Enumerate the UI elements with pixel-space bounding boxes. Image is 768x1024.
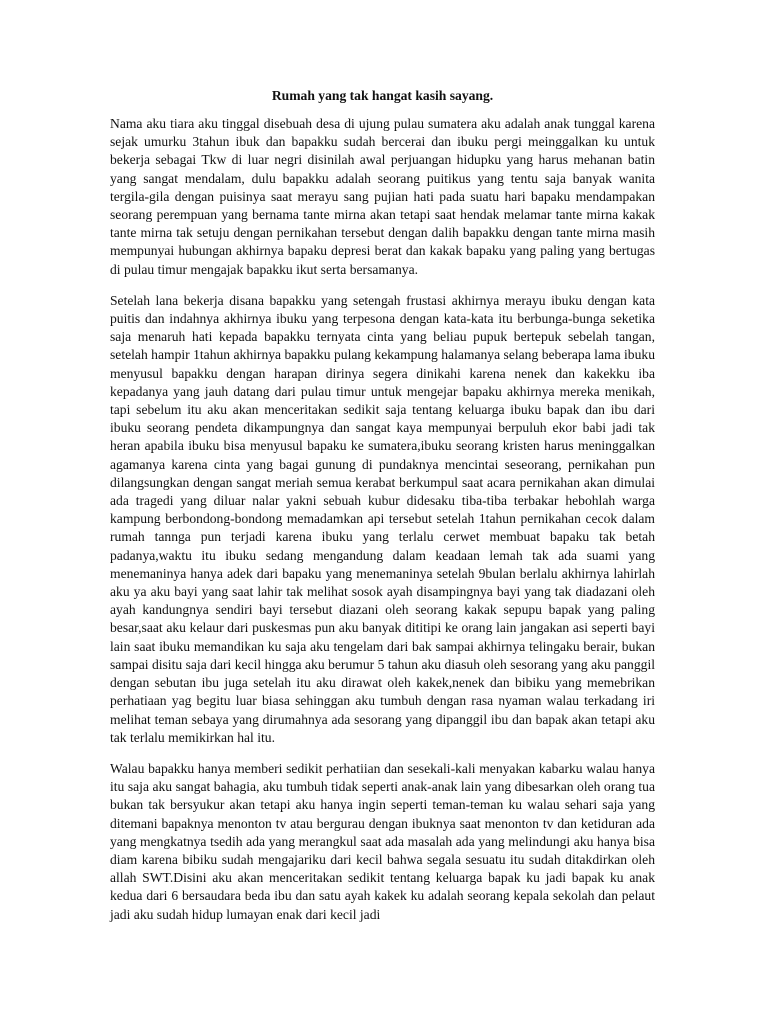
document-body [110, 87, 655, 937]
paragraph-2: Setelah lana bekerja disana bapakku yang setengah frustasi akhirnya merayu ibuku dengan kata puitis dan indahnya akhirnya ibuku yang terpesona dengan kata-kata itu berbunga-bunga seketika saja menaruh hati kepada bapakku ternyata cinta yang beliau pupuk bertepuk sebelah tangan, setelah hampir 1tahun akhirnya bapakku pulang kekampung halamanya selang beberapa lama ibuku menyusul bapakku dengan harapan dirinya segera dinikahi karena nenek dan kakekku iba kepadanya yang jauh datang dari pulau timur untuk mengejar bapaku akhirnya mereka menikah, tapi sebelum itu aku akan menceritakan sedikit saja tentang keluarga ibuku bapak dan ibu dari ibuku seorang pendeta dikampungnya dan sangat kaya mempunyai berpuluh ekor babi jadi tak heran apabila ibuku bisa menyusul bapaku ke sumatera,ibuku seorang kristen harus meninggalkan agamanya karena cinta yang bagai gunung di pundaknya mencintai seseorang, pernikahan pun dilangsungkan dengan sangat meriah semua kerabat berkumpul saat acara pernikahan akan dimulai ada tragedi yang diluar nalar yakni sebuah kubur didesaku tiba-tiba terbakar hebohlah warga kampung berbondong-bondong memadamkan api tersebut setelah 1tahun pernikahan cecok dalam rumah tannga pun terjadi karena ibuku yang terlalu cerwet membuat bapaku tak betah padanya,waktu itu ibuku sedang mengandung dalam keadaan lemah tak ada suami yang menemaninya hanya adek dari bapaku yang menemaninya setelah 9bulan berlalu akhirnya lahirlah aku ya aku bayi yang saat lahir tak melihat sosok ayah disampingnya bayi yang tak diadazani oleh ayah kandungnya sendiri bayi tersebut diazani oleh seorang kakak sepupu bapak yang paling besar,saat aku kelaur dari puskesmas pun aku banyak dititipi ke orang lain jangakan asi seperti bayi lain saat ibuku memandikan ku saja aku tengelam dari bak sampai akhirnya telingaku berair, bukan sampai disitu saja dari kecil hingga aku berumur 5 tahun aku diasuh oleh sesorang yang aku panggil dengan sebutan ibu juga setelah itu aku dirawat oleh kakek,nenek dan bibiku yang memebrikan perhatiaan yag begitu luar biasa sehinggan aku tumbuh dengan rasa nyaman walau terkadang iri melihat teman sebaya yang dirumahnya ada sesorang yang dipanggil ibu dan bapak akan tetapi aku tak terlalu memikirkan hal itu. [110, 292, 655, 745]
document-title: Rumah yang tak hangat kasih sayang. [271, 88, 494, 103]
paragraph-3: Walau bapakku hanya memberi sedikit perhatiian dan sesekali-kali menyakan kabarku walau hanya itu saja aku sangat bahagia, aku tumbuh tidak seperti anak-anak lain yang dibesarkan oleh orang tua bukan tak bersyukur akan tetapi aku hanya ingin seperti teman-teman ku walau sehari saja yang ditemani bapaknya menonton tv atau bergurau dengan ibuknya saat menonton tv dan ketiduran ada yang mengkatnya tsedih ada yang merangkul saat ada masalah ada yang melindungi aku hanya bisa diam karena bibiku sudah mengajariku dari kecil bahwa segala sesuatu itu sudah ditakdirkan oleh allah SWT.Disini aku akan menceritakan sedikit tentang keluarga bapak ku jadi bapak ku anak kedua dari 6 bersaudara beda ibu dan satu ayah kakek ku adalah seorang kepala sekolah dan pelaut jadi aku sudah hidup lumayan enak dari kecil jadi [110, 760, 655, 922]
paragraph-1: Nama aku tiara aku tinggal disebuah desa di ujung pulau sumatera aku adalah anak tunggal karena sejak umurku 3tahun ibuk dan bapakku sudah bercerai dan ibuku pergi meinggalkan ku untuk bekerja sebagai Tkw di luar negri disinilah awal perjuangan hidupku yang harus mehanan batin yang sangat mendalam, dulu bapakku adalah seorang puitikus yang tentu saja banyak wanita tergila-gila dengan puisinya saat merayu sang pujian hati pada suatu hari bapaku mendampakan seorang perempuan yang bernama tante mirna akan tetapi saat hendak melamar tante mirna kakak tante mirna tak setuju dengan pernikahan tersebut dengan dalih bapakku dengan tante mirna masih mempunyai hubungan akhirnya bapaku depresi berat dan kakak bapaku yang paling yang bertugas di pulau timur mengajak bapakku ikut serta bersamanya. [110, 116, 655, 277]
